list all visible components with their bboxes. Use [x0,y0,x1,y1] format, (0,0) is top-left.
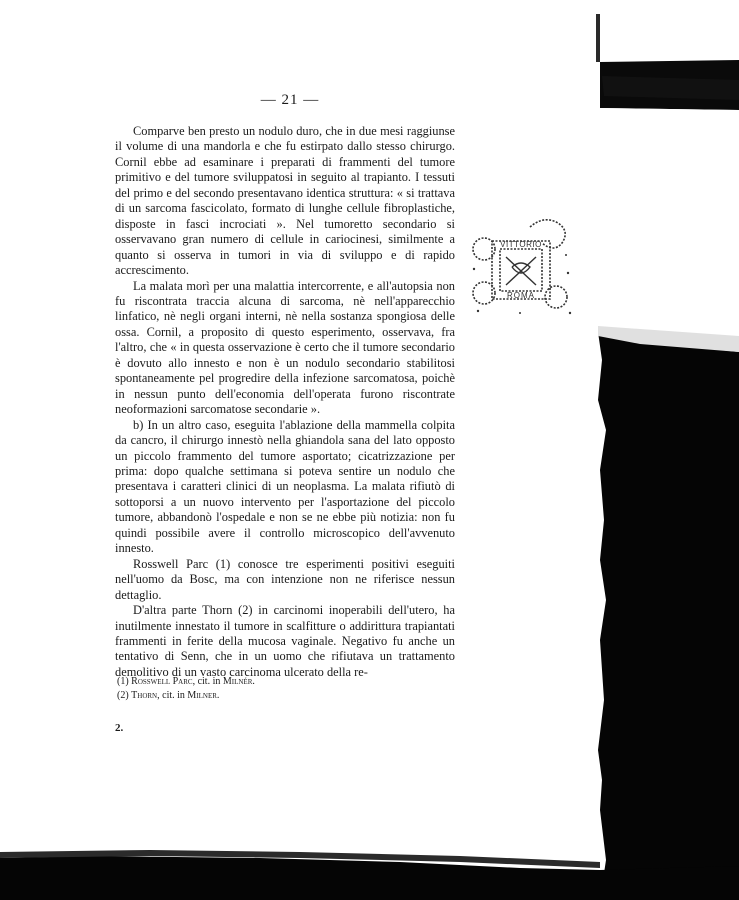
footnote-author: Thorn [131,690,158,701]
paragraph-3: b) In un altro caso, eseguita l'ablazione della mammella colpita da cancro, il chirurgo innestò nella ghiandola sana del lato opposto un piccolo frammento del tumore asportato; cicatrizzazione per prima: dopo qualche settimana si poteva sentire un nodulo che presentava i caratteri clinici di un neoplasma. La malata rifiutò di sottoporsi a un nuovo intervento per l'asportazione del piccolo tumore, abbandonò l'ospedale e non se ne ebbe più notizia: non fu quindi possibile avere il controllo microscopico dell'avvenuto innesto. [115,417,455,556]
footnote-marker: (1) [117,676,129,687]
paragraph-4: Rosswell Parc (1) conosce tre esperimenti positivi eseguiti nell'uomo da Bosc, ma con intenzione non ne riferisce nessun dettaglio. [115,556,455,602]
library-stamp-icon [470,213,578,321]
paragraph-5: D'altra parte Thorn (2) in carcinomi inoperabili dell'utero, ha inutilmente innestato il tumore in scalfitture o addirittura trapiantati frammenti in ferite della mucosa vaginale. Negativo fu anche un tentativo di Senn, che in un uomo che rifiutava un trattamento demolitivo di un vasto carcinoma ulcerato della re- [115,603,455,679]
svg-text:ROMA: ROMA [507,291,535,300]
paragraph-2: La malata morì per una malattia intercorrente, e all'autopsia non fu riscontrata traccia alcuna di sarcoma, nè nell'apparecchio linfatico, nè negli organi interni, nè nella sostanza spongiosa delle ossa. Cornil, a proposito di questo esperimento, osservava, fra l'altro, che « in questa osservazione è certo che il tumore secondario è dovuto allo innesto e non è un nodulo secondario stabilitosi spontaneamente pel progredire della infezione sarcomatosa, poichè in nessun punto dell'economia dell'operata furono riscontrate neoformazioni sarcomatose secondarie ». [115,278,455,417]
footnote-rest: , cit. in [192,676,223,687]
page-number: — 21 — [260,92,320,108]
svg-text:VITTORIO: VITTORIO [500,240,542,249]
footnote-rest: , cit. in [157,690,188,701]
footnote-marker: (2) [117,690,129,701]
footnotes [115,675,455,703]
footnote-2 [117,689,455,703]
paragraph-1: Comparve ben presto un nodulo duro, che in due mesi raggiunse il volume di una mandorla e che fu estirpato dallo stesso chirurgo. Cornil ebbe ad esaminare i preparati di frammenti del tumore primitivo e del tumore sviluppatosi in seguito al trapianto. I tessuti del primo e del secondo presentavano identica struttura: « si trattava di un sarcoma fascicolato, formato di lunghe cellule fibroplastiche, disposte in fasci incrociati ». Nel tumoretto secondario si osservavano gran numero di cellule in cariocinesi, similmente a quanto si osserva in tumori in via di sviluppo e di rapido accrescimento. [115,124,455,278]
signature-mark: 2. [115,722,124,734]
footnote-author: Rosswell Parc [131,676,193,687]
footnote-source: Milner. [187,690,220,701]
body-text [115,124,455,680]
footnote-1 [117,675,455,689]
footnote-source: Milnér. [222,676,255,687]
